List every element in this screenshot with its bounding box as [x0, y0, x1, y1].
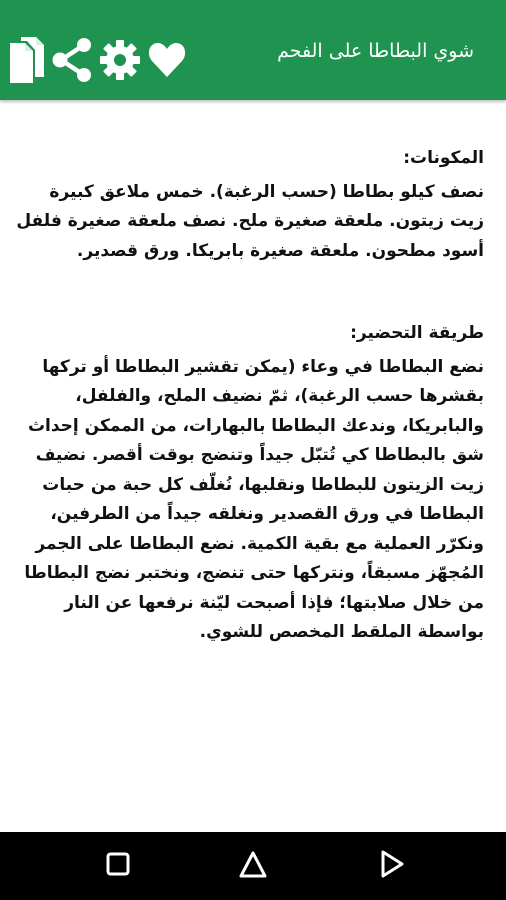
- copy-icon: [8, 35, 46, 85]
- app-bar-actions: [6, 32, 190, 88]
- app-bar: [0, 0, 506, 100]
- heart-icon: [148, 41, 186, 79]
- ingredients-heading: المكونات:: [403, 148, 484, 168]
- home-icon: [237, 849, 269, 883]
- copy-button[interactable]: [6, 32, 48, 88]
- back-triangle-icon: [379, 849, 405, 883]
- settings-button[interactable]: [96, 32, 144, 88]
- gear-icon: [100, 40, 140, 80]
- preparation-text: نضع البطاطا في وعاء (يمكن تقشير البطاطا أو تركها بقشرها حسب الرغبة)، ثمّ نضيف الملح، والفلفل، والبابريكا، وندعك البطاطا بالبهارات، من الممكن إحداث شق بالبطاطا كي تُتبّل جيداً وتنضج بوقت أقصر. نضيف زيت الزيتون للبطاطا ونقلبها، نُغلّف كل حبة من حبات البطاطا في ورق القصدير ونغلقه جيداً من الطرفين، ونكرّر العملية مع بقية الكمية. نضع البطاطا على الجمر المُجهّز مسبقاً، ونتركها حتى تنضج، ونختبر نضج البطاطا من خلال صلابتها؛ فإذا أصبحت ليّنة نرفعها عن النار بواسطة الملقط المخصص للشوي.: [24, 356, 484, 642]
- preparation-heading: طريقة التحضير:: [350, 323, 484, 343]
- back-button[interactable]: [357, 832, 427, 900]
- home-button[interactable]: [218, 832, 288, 900]
- recent-apps-button[interactable]: [83, 832, 153, 900]
- share-button[interactable]: [48, 32, 96, 88]
- section-spacer: [14, 266, 484, 319]
- ingredients-text: نصف كيلو بطاطا (حسب الرغبة). خمس ملاعق كبيرة زيت زيتون. ملعقة صغيرة ملح. نصف ملعقة صغيرة فلفل أسود مطحون. ملعقة صغيرة بابريكا. ورق قصدير.: [16, 181, 484, 261]
- system-nav-bar: [0, 832, 506, 900]
- share-icon: [52, 37, 92, 83]
- recipe-content: [14, 144, 484, 648]
- favorite-button[interactable]: [144, 32, 190, 88]
- app-bar-title: شوي البطاطا على الفحم: [277, 40, 474, 62]
- square-icon: [106, 852, 130, 880]
